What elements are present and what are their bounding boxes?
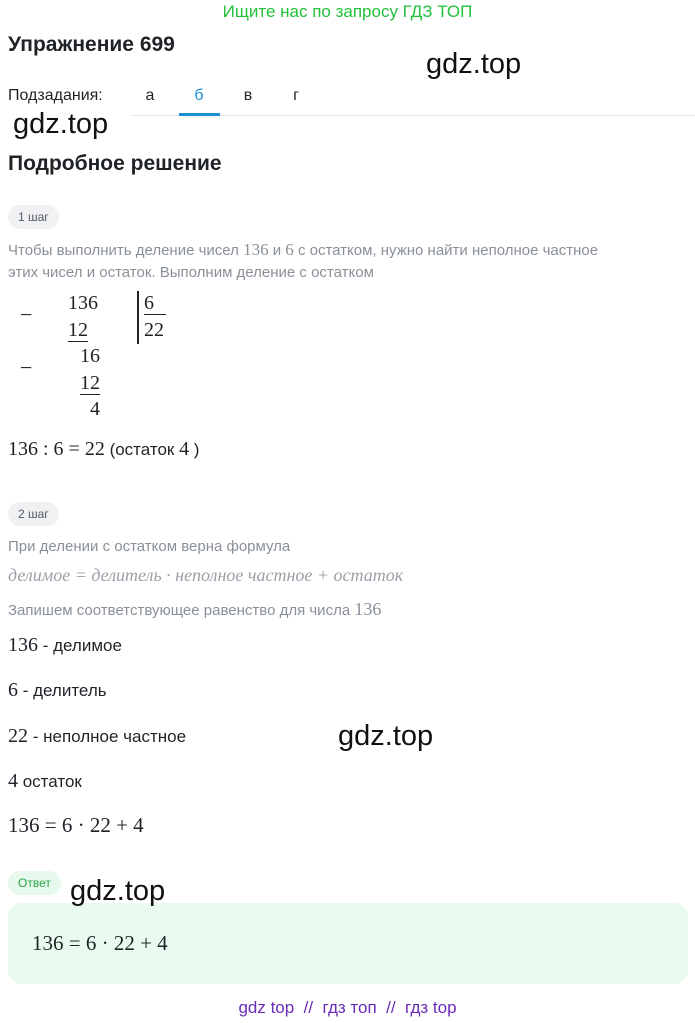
dividend: 136	[68, 292, 98, 314]
long-division	[0, 285, 200, 420]
text: и	[268, 242, 286, 259]
subtrahend-2: 12	[80, 372, 100, 394]
write-equation-text	[8, 598, 381, 622]
text: Чтобы выполнить деление чисел	[8, 242, 244, 259]
watermark: gdz.top	[70, 875, 166, 907]
watermark: gdz.top	[426, 48, 522, 80]
item-remainder	[8, 770, 82, 793]
top-banner: Ищите нас по запросу ГДЗ ТОП	[222, 2, 473, 21]
minus-sign: −	[20, 355, 33, 380]
number: 136	[354, 599, 382, 619]
item-quotient	[8, 725, 186, 748]
item-dividend	[8, 634, 122, 657]
final-remainder: 4	[90, 398, 100, 420]
tab-g[interactable]: г	[293, 87, 299, 104]
step1-text-line1	[8, 238, 688, 262]
remainder-1: 16	[80, 345, 100, 367]
text: (остаток	[104, 440, 180, 459]
label: - делитель	[18, 681, 107, 700]
tab-b[interactable]: б	[194, 87, 204, 104]
label: - делимое	[38, 636, 122, 655]
watermark: gdz.top	[13, 108, 109, 140]
final-equation: 136 = 6 · 22 + 4	[8, 813, 144, 837]
result-math: 136 : 6 = 22	[8, 438, 105, 460]
division-bar	[137, 291, 139, 344]
minus-sign: −	[20, 302, 33, 327]
text: с остатком, нужно найти неполное частное	[293, 242, 599, 259]
formula: делимое = делитель · неполное частное + остаток	[8, 565, 404, 585]
quotient: 22	[144, 319, 164, 341]
label: остаток	[18, 772, 82, 791]
label: - неполное частное	[28, 727, 187, 746]
answer-badge: Ответ	[8, 871, 61, 895]
number: 136	[8, 634, 38, 656]
item-divisor	[8, 679, 107, 702]
footer-links[interactable]: gdz top // гдз топ // гдз top	[238, 998, 457, 1017]
active-tab-indicator	[179, 113, 220, 116]
number: 136	[243, 240, 269, 259]
step1-text-line2: этих чисел и остаток. Выполним деление с остатком	[8, 264, 374, 281]
text: Запишем соответствующее равенство для числа	[8, 602, 355, 619]
number: 22	[8, 725, 28, 747]
tab-a[interactable]: а	[145, 87, 155, 104]
divisor: 6	[144, 292, 166, 315]
exercise-title: Упражнение 699	[8, 33, 175, 56]
step-badge: 1 шаг	[8, 205, 59, 229]
number: 4	[8, 770, 18, 792]
tab-v[interactable]: в	[243, 87, 253, 104]
answer-equation: 136 = 6 · 22 + 4	[32, 931, 168, 955]
division-result	[8, 438, 199, 461]
formula-intro: При делении с остатком верна формула	[8, 538, 291, 555]
watermark: gdz.top	[338, 720, 434, 752]
subtasks-label: Подзадания:	[8, 87, 103, 104]
number: 6	[8, 679, 18, 701]
subtrahend-1: 12	[68, 319, 88, 341]
text: )	[189, 440, 200, 459]
number: 6	[285, 240, 294, 259]
number: 4	[179, 438, 190, 460]
section-title: Подробное решение	[8, 152, 222, 175]
step-badge: 2 шаг	[8, 502, 59, 526]
